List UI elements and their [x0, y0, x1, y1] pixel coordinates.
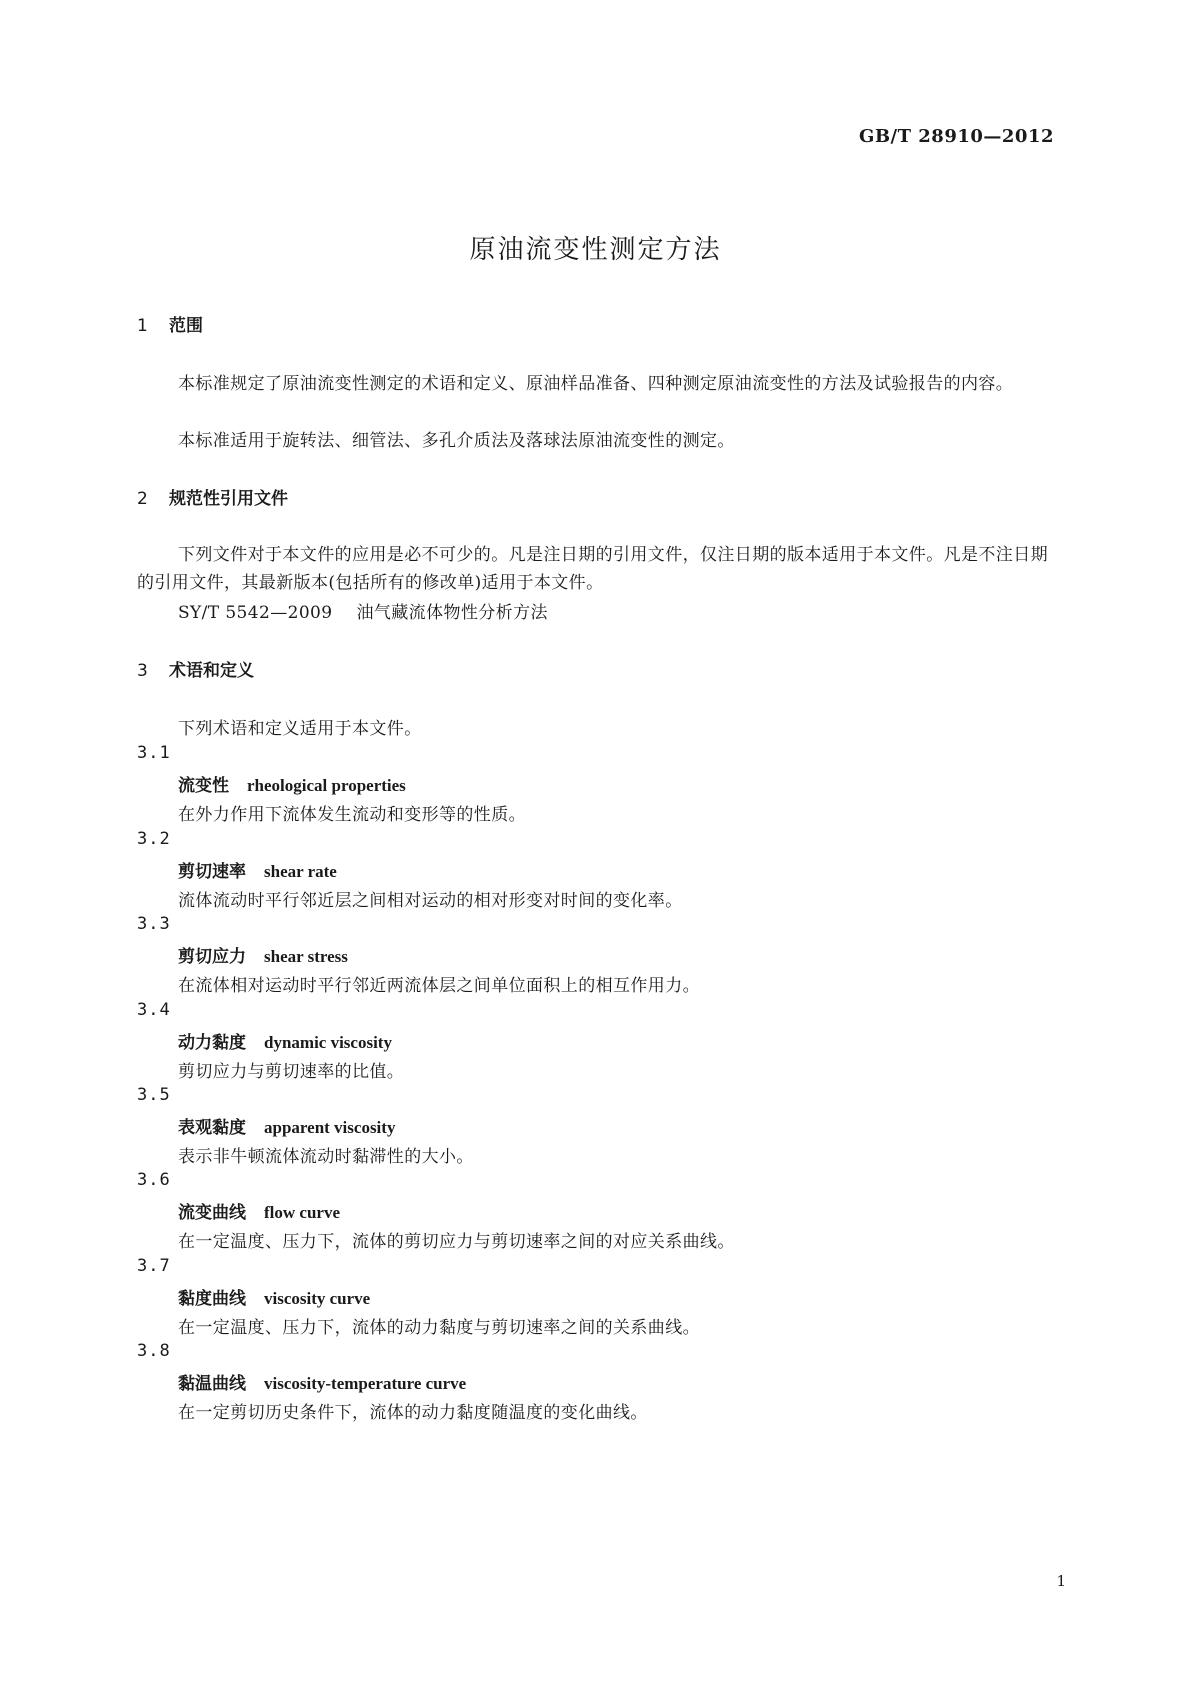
section-title: 范围	[169, 316, 203, 336]
term-definition: 表示非牛顿流体流动时黏滞性的大小。	[178, 1147, 474, 1167]
reference-title: 油气藏流体物性分析方法	[356, 603, 548, 623]
term-number: 3.6	[137, 1170, 171, 1190]
section-heading-references	[137, 484, 288, 509]
term-zh: 黏温曲线	[178, 1374, 246, 1394]
term-number: 3.5	[137, 1085, 171, 1105]
term-definition: 流体流动时平行邻近层之间相对运动的相对形变对时间的变化率。	[178, 891, 683, 911]
scope-paragraph-1: 本标准规定了原油流变性测定的术语和定义、原油样品准备、四种测定原油流变性的方法及试验报告的内容。	[178, 374, 1014, 394]
section-title: 术语和定义	[169, 661, 254, 681]
section-heading-terms	[137, 656, 254, 681]
document-title: 原油流变性测定方法	[469, 235, 722, 265]
term-definition: 在一定温度、压力下，流体的动力黏度与剪切速率之间的关系曲线。	[178, 1318, 700, 1338]
section-number: 3	[137, 661, 148, 681]
term-definition: 在流体相对运动时平行邻近两流体层之间单位面积上的相互作用力。	[178, 976, 700, 996]
term-heading	[178, 771, 406, 796]
term-heading	[178, 1198, 340, 1223]
term-zh: 流变性	[178, 776, 229, 796]
term-zh: 动力黏度	[178, 1033, 246, 1053]
term-zh: 流变曲线	[178, 1203, 246, 1223]
term-heading	[178, 1028, 392, 1053]
term-heading	[178, 1284, 370, 1309]
term-number: 3.1	[137, 743, 171, 763]
term-en: dynamic viscosity	[264, 1033, 392, 1052]
term-number: 3.8	[137, 1341, 171, 1361]
section-number: 2	[137, 489, 148, 509]
section-number: 1	[137, 316, 148, 336]
reference-item	[178, 598, 548, 623]
section-heading-scope	[137, 311, 203, 336]
term-heading	[178, 942, 348, 967]
page-number: 1	[1056, 1572, 1066, 1590]
term-number: 3.7	[137, 1256, 171, 1276]
terms-intro: 下列术语和定义适用于本文件。	[178, 719, 422, 739]
term-zh: 剪切速率	[178, 862, 246, 882]
standard-number: GB/T 28910—2012	[858, 126, 1054, 147]
term-number: 3.4	[137, 1000, 171, 1020]
term-zh: 黏度曲线	[178, 1289, 246, 1309]
term-number: 3.3	[137, 914, 171, 934]
term-en: rheological properties	[247, 776, 406, 795]
term-en: apparent viscosity	[264, 1118, 396, 1137]
term-en: shear stress	[264, 947, 348, 966]
term-zh: 表观黏度	[178, 1118, 246, 1138]
term-en: viscosity-temperature curve	[264, 1374, 467, 1393]
term-zh: 剪切应力	[178, 947, 246, 967]
term-en: flow curve	[264, 1203, 341, 1222]
term-number: 3.2	[137, 829, 171, 849]
term-definition: 在外力作用下流体发生流动和变形等的性质。	[178, 805, 526, 825]
term-definition: 在一定剪切历史条件下，流体的动力黏度随温度的变化曲线。	[178, 1403, 648, 1423]
scope-paragraph-2: 本标准适用于旋转法、细管法、多孔介质法及落球法原油流变性的测定。	[178, 431, 735, 451]
reference-code: SY/T 5542—2009	[178, 603, 333, 623]
term-heading	[178, 1113, 395, 1138]
term-definition: 剪切应力与剪切速率的比值。	[178, 1062, 405, 1082]
term-en: viscosity curve	[264, 1289, 371, 1308]
section-title: 规范性引用文件	[169, 489, 288, 509]
term-en: shear rate	[264, 862, 337, 881]
term-heading	[178, 857, 337, 882]
term-heading	[178, 1369, 466, 1394]
references-intro: 下列文件对于本文件的应用是必不可少的。凡是注日期的引用文件，仅注日期的版本适用于本文件。凡是不注日期的引用文件，其最新版本(包括所有的修改单)适用于本文件。	[137, 545, 1048, 593]
term-definition: 在一定温度、压力下，流体的剪切应力与剪切速率之间的对应关系曲线。	[178, 1232, 735, 1252]
